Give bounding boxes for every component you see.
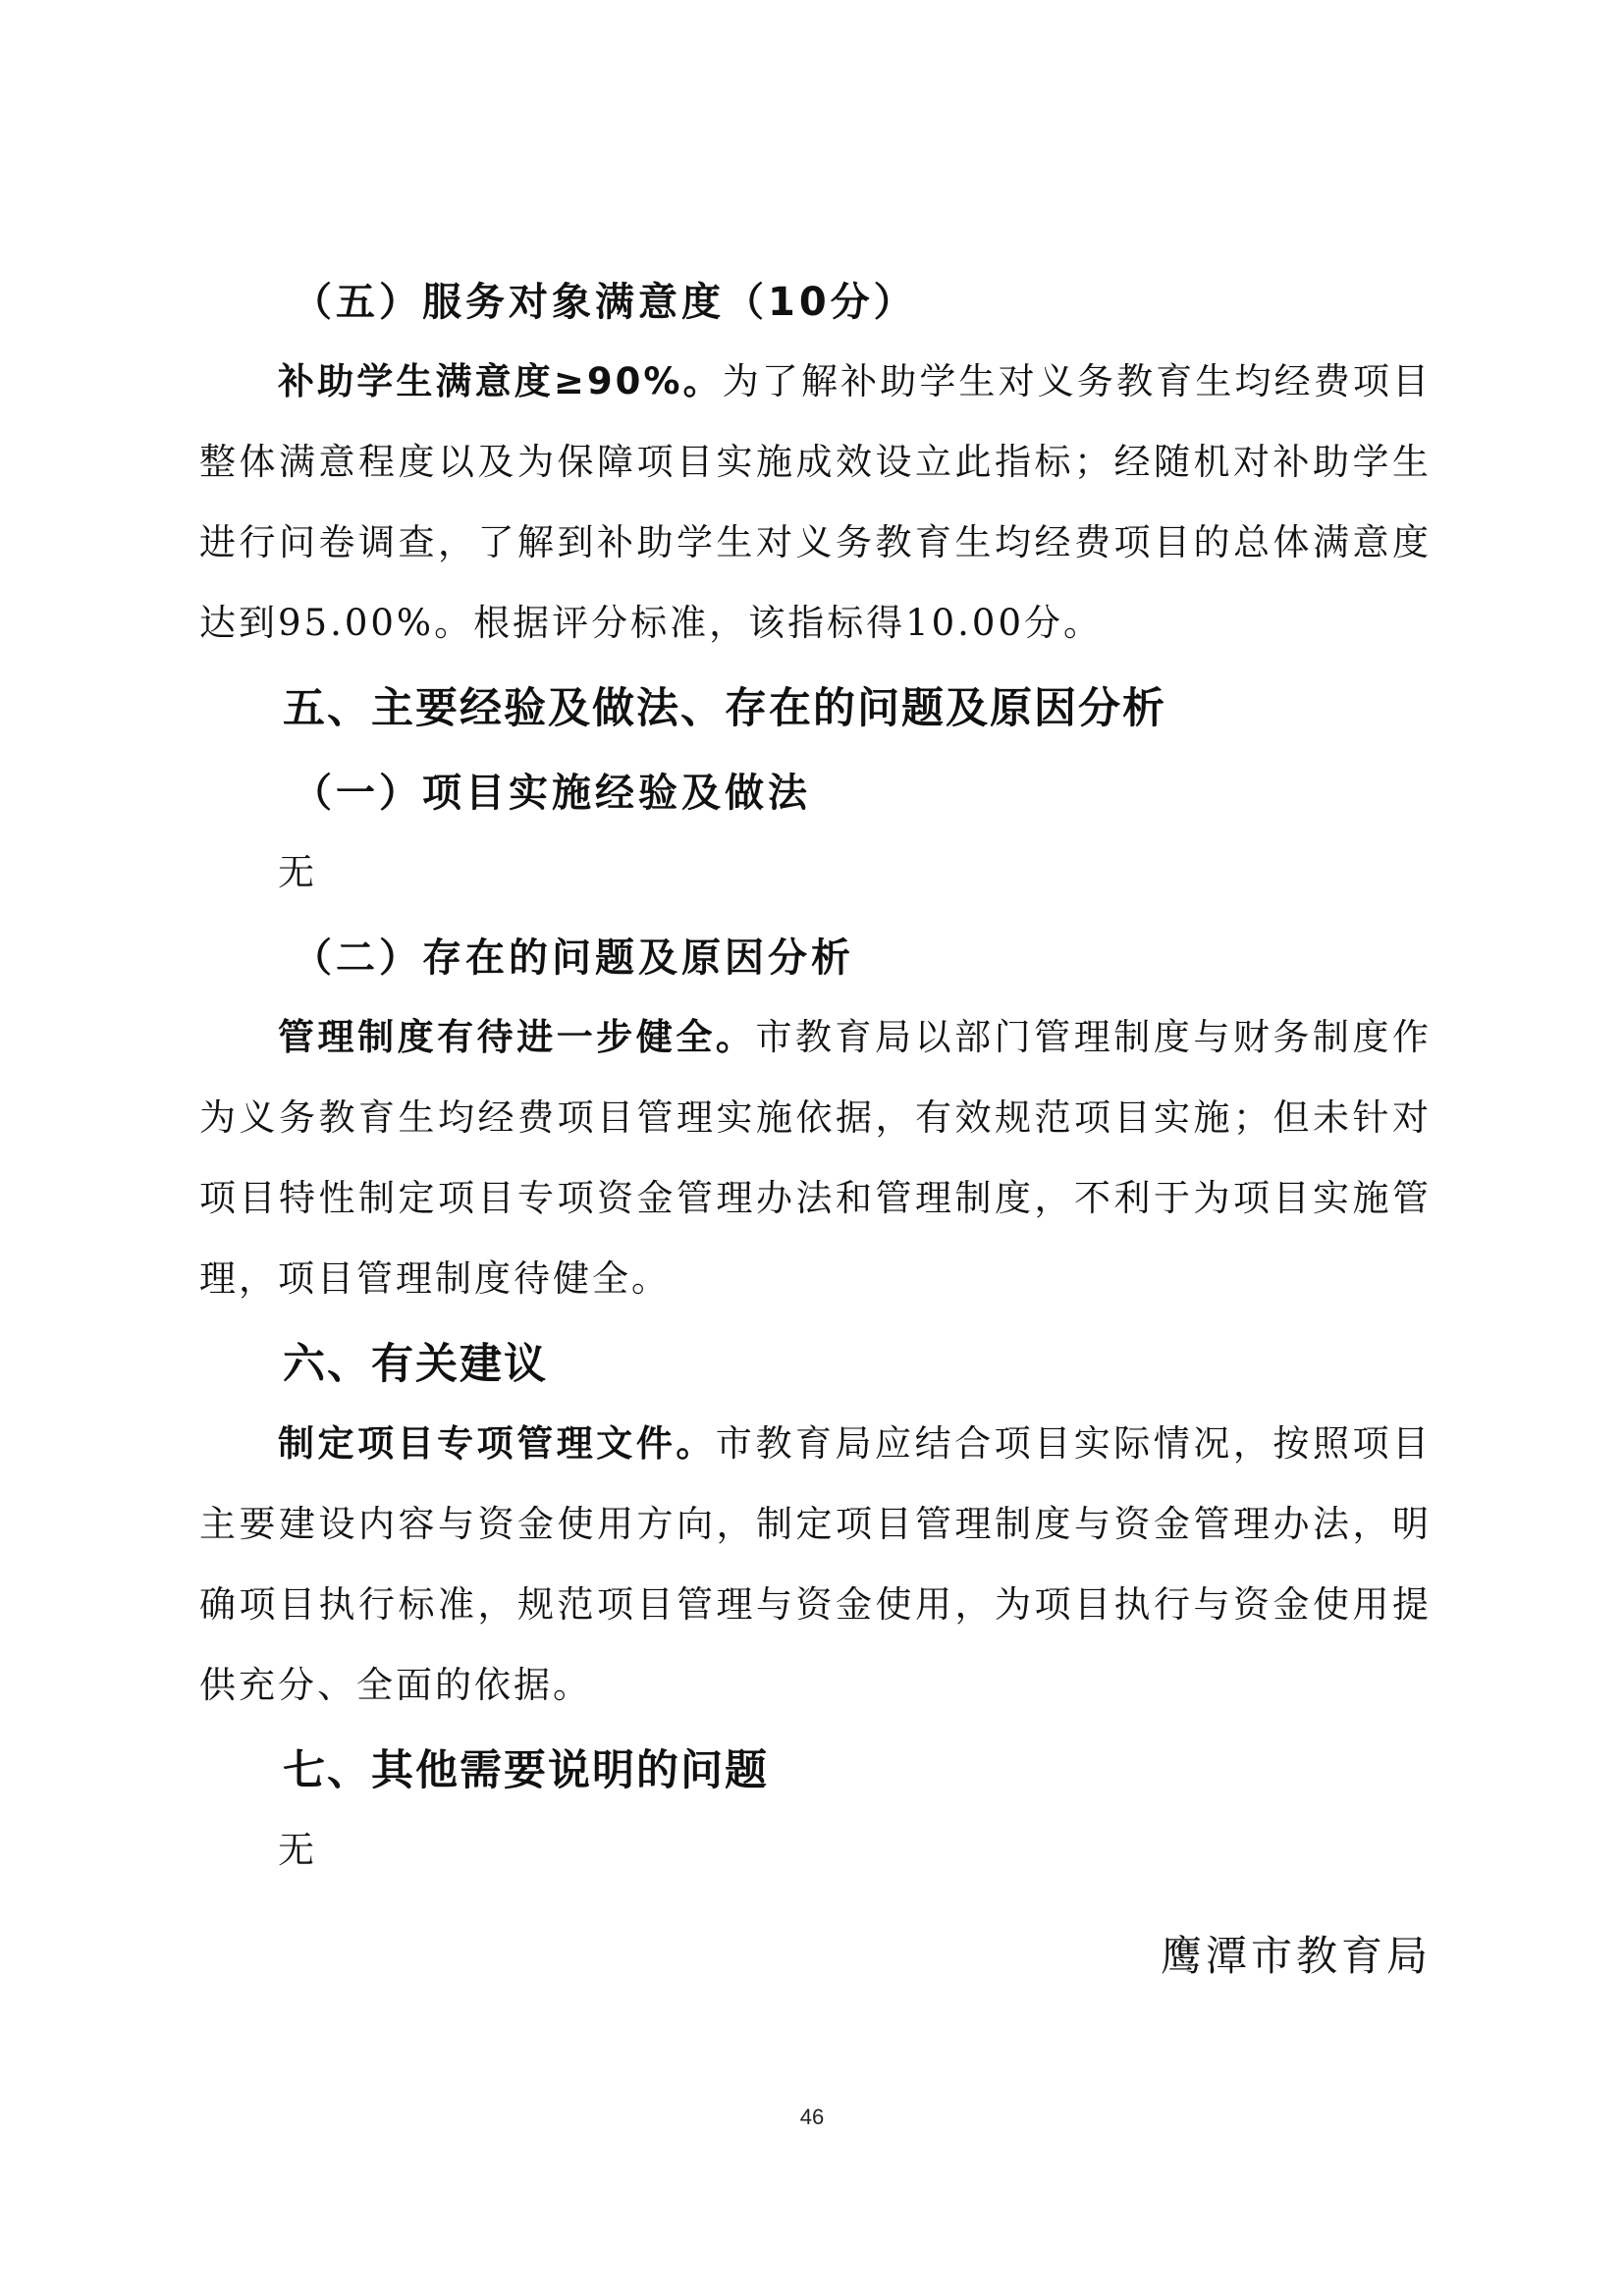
heading-problems: （二）存在的问题及原因分析 xyxy=(293,935,854,981)
paragraph-text: 为了解补助学生对义务教育生均经费项目整体满意程度以及为保障项目实施成效设立此指标；经随机对补助学生进行问卷调查，了解到补助学生对义务教育生均经费项目的总体满意度达到95.00%。根据评分标准，该指标得10.00分。 xyxy=(199,360,1432,644)
paragraph-problems xyxy=(199,997,1432,1319)
paragraph-text: 市教育局以部门管理制度与财务制度作为义务教育生均经费项目管理实施依据，有效规范项目实施；但未针对项目特性制定项目专项资金管理办法和管理制度，不利于为项目实施管理，项目管理制度待健全。 xyxy=(199,1016,1433,1300)
heading-section-five: 五、主要经验及做法、存在的问题及原因分析 xyxy=(283,684,1166,733)
paragraph-text: 市教育局应结合项目实际情况，按照项目主要建设内容与资金使用方向，制定项目管理制度与资金管理办法，明确项目执行标准，规范项目管理与资金使用，为项目执行与资金使用提供充分、全面的依据。 xyxy=(199,1422,1433,1706)
heading-service-satisfaction: （五）服务对象满意度（10分） xyxy=(293,280,917,325)
heading-section-seven: 七、其他需要说明的问题 xyxy=(283,1746,769,1795)
heading-section-six: 六、有关建议 xyxy=(283,1340,548,1389)
paragraph-lead: 管理制度有待进一步健全。 xyxy=(278,1016,756,1058)
page-number: 46 xyxy=(799,2105,825,2129)
paragraph-none: 无 xyxy=(278,851,314,893)
paragraph-suggestions xyxy=(199,1404,1432,1726)
document-body xyxy=(199,257,1432,1891)
paragraph-lead: 补助学生满意度≥90%。 xyxy=(278,360,723,402)
paragraph-lead: 制定项目专项管理文件。 xyxy=(278,1422,716,1465)
heading-experience: （一）项目实施经验及做法 xyxy=(293,771,811,816)
paragraph-none: 无 xyxy=(278,1829,314,1871)
paragraph-satisfaction xyxy=(199,342,1432,664)
signature-organization: 鹰潭市教育局 xyxy=(1160,1932,1432,1980)
